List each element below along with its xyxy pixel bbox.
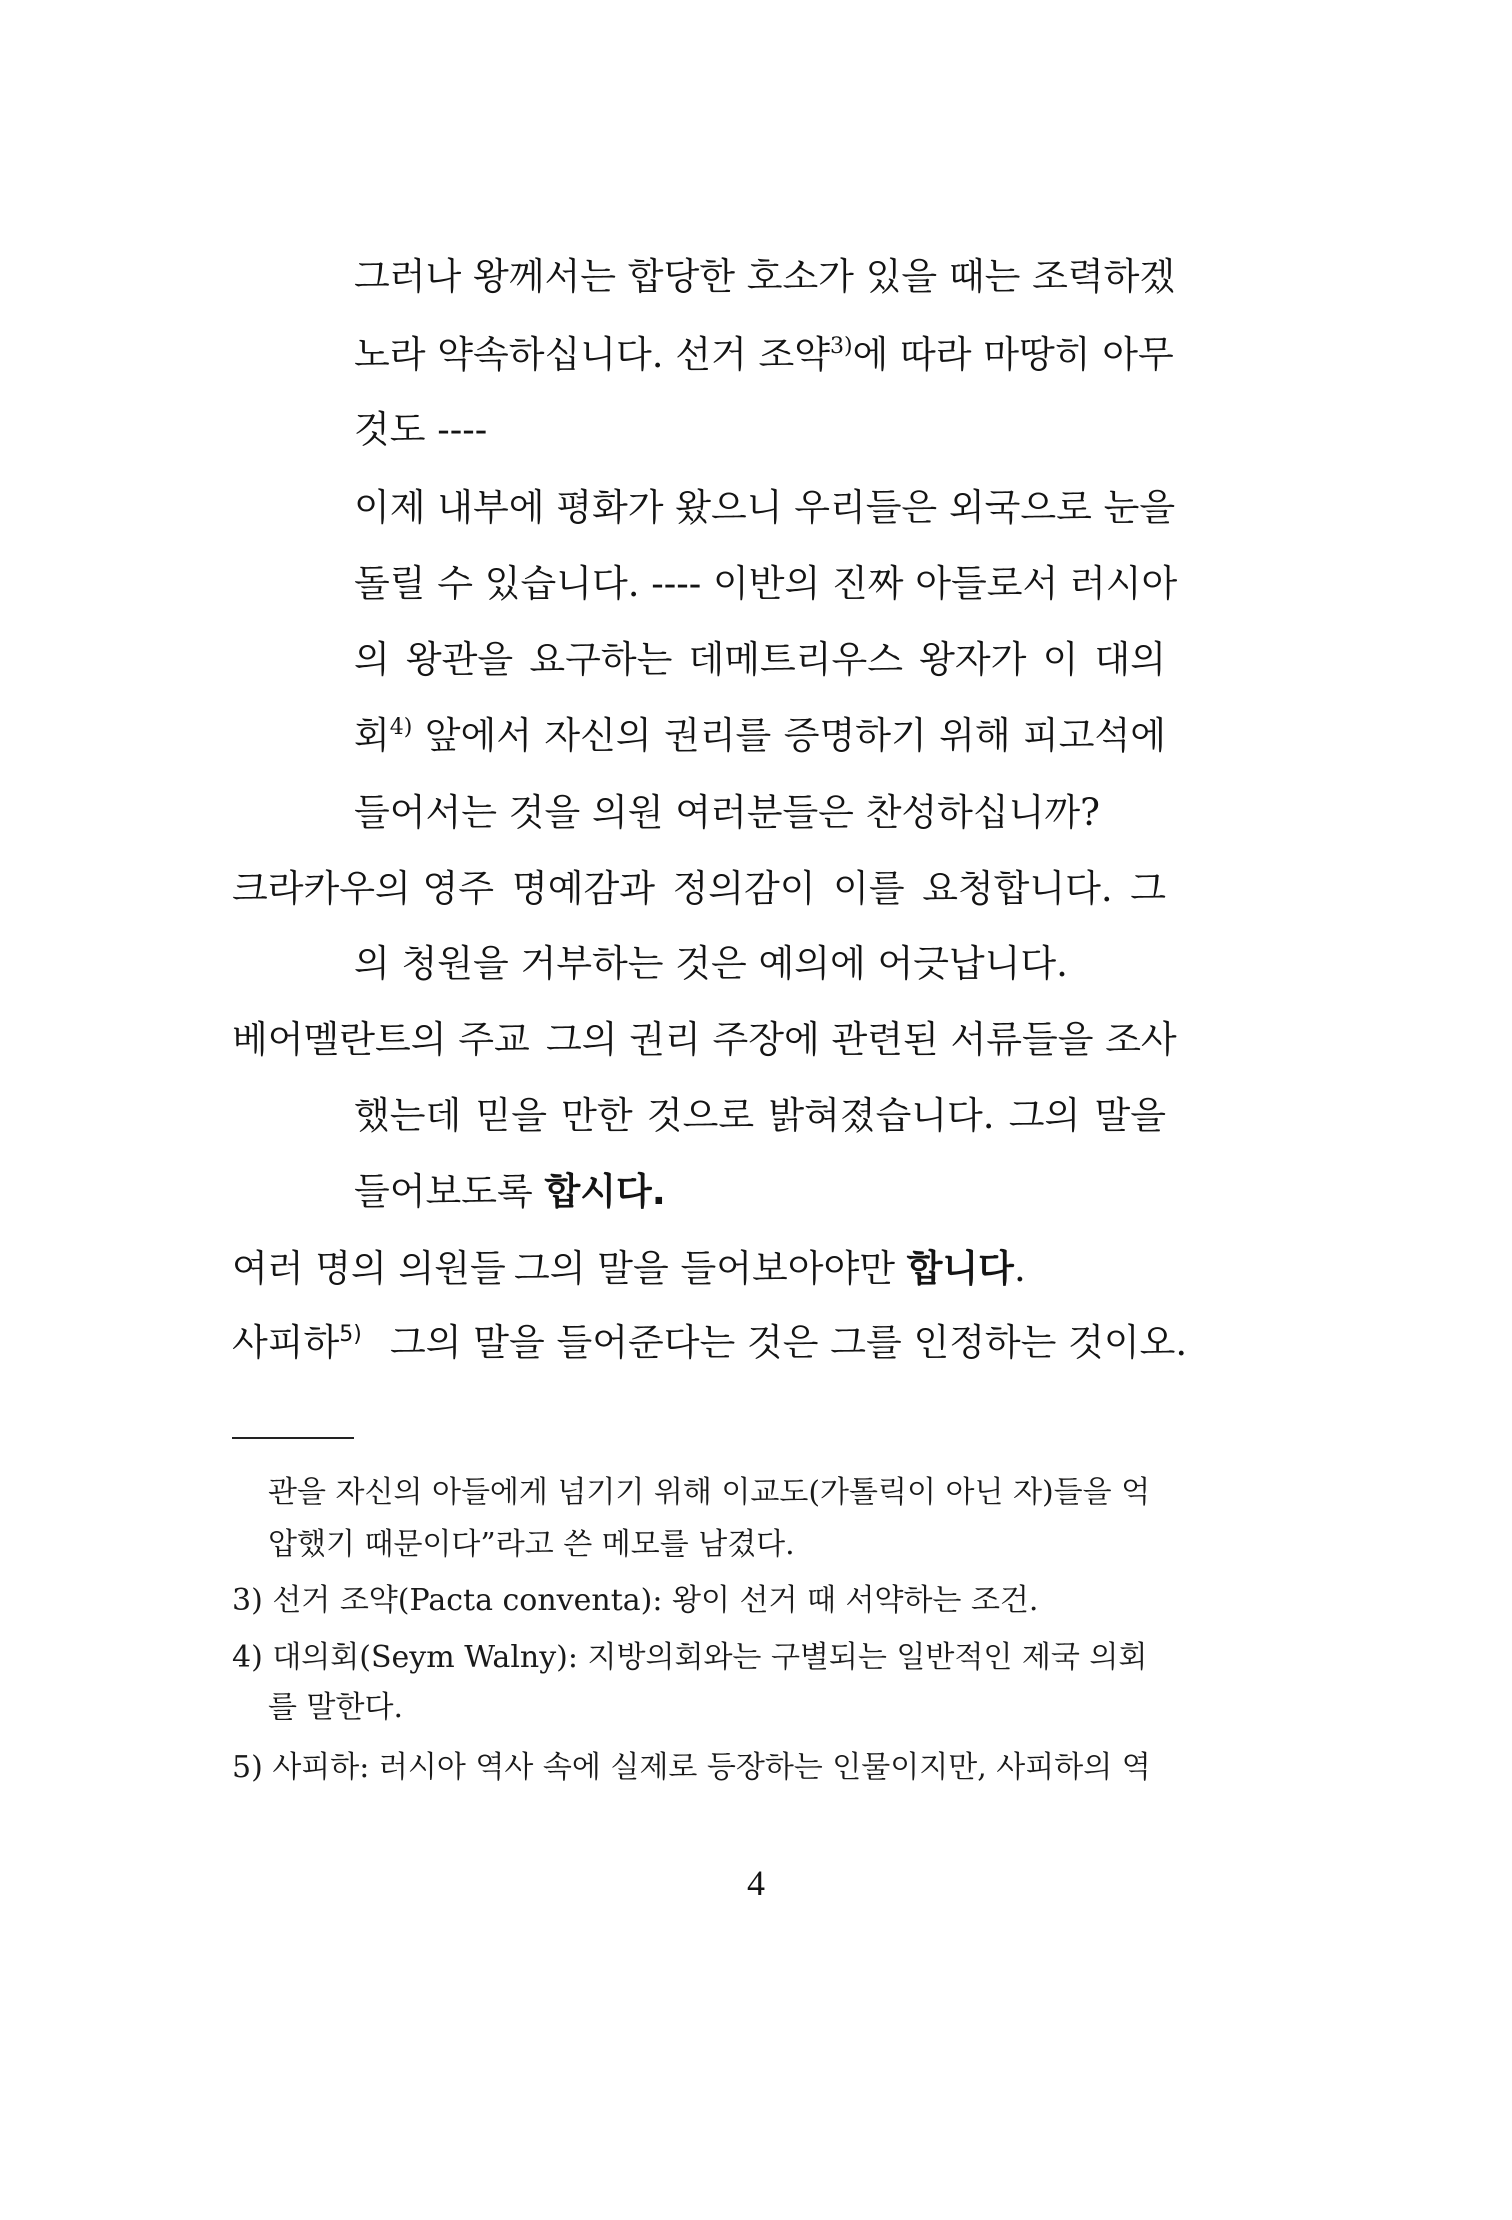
paragraph-2-line-5: 들어서는 것을 의원 여러분들은 찬성하십니까?	[354, 791, 1100, 834]
speech-2-line-3	[354, 1170, 666, 1213]
emphasis-text: 합니다	[906, 1247, 1014, 1290]
footnote-continuation-line-2: 압했기 때문이다”라고 쓴 메모를 남겼다.	[268, 1527, 795, 1562]
text-segment: 회	[354, 714, 390, 757]
paragraph-1-line-2	[354, 333, 1174, 376]
speech-1-line-1: 명예감과 정의감이 이를 요청합니다. 그	[512, 867, 1166, 910]
footnote-divider	[232, 1437, 354, 1439]
speaker-label: 사피하	[232, 1321, 340, 1364]
paragraph-1-line-1: 그러나 왕께서는 합당한 호소가 있을 때는 조력하겠	[354, 255, 1176, 298]
speech-4-line-1: 그의 말을 들어준다는 것은 그를 인정하는 것이오.	[390, 1321, 1188, 1364]
footnote-5: 5) 사피하: 러시아 역사 속에 실제로 등장하는 인물이지만, 사피하의 역	[232, 1750, 1151, 1785]
footnote-ref-4: 4)	[389, 715, 413, 740]
speaker-name-krakow-lord: 크라카우의 영주	[232, 867, 494, 910]
footnote-continuation-line-1: 관을 자신의 아들에게 넘기기 위해 이교도(가톨릭이 아닌 자)들을 억	[268, 1475, 1151, 1510]
footnote-4-line-1: 4) 대의회(Seym Walny): 지방의회와는 구별되는 일반적인 제국 의회	[232, 1640, 1148, 1675]
page-number: 4	[747, 1863, 765, 1903]
speaker-name-sapieha	[232, 1321, 362, 1364]
text-segment: .	[1013, 1247, 1026, 1290]
text-segment: 앞에서 자신의 권리를 증명하기 위해 피고석에	[412, 714, 1166, 757]
speaker-name-bishop: 베어멜란트의 주교	[232, 1018, 530, 1061]
emphasis-text: 합시다.	[544, 1170, 666, 1213]
paragraph-2-line-2: 돌릴 수 있습니다. ---- 이반의 진짜 아들로서 러시아	[354, 562, 1178, 605]
speech-2-line-2: 했는데 믿을 만한 것으로 밝혀졌습니다. 그의 말을	[354, 1094, 1166, 1137]
footnote-ref-5: 5)	[339, 1322, 362, 1347]
paragraph-2-line-4	[354, 714, 1166, 757]
paragraph-2-line-1: 이제 내부에 평화가 왔으니 우리들은 외국으로 눈을	[354, 486, 1176, 529]
speaker-name-members: 여러 명의 의원들	[232, 1247, 506, 1290]
speech-3-line-1	[514, 1247, 1026, 1290]
speech-2-line-1: 그의 권리 주장에 관련된 서류들을 조사	[546, 1018, 1177, 1061]
footnote-4-line-2: 를 말한다.	[268, 1690, 403, 1725]
paragraph-1-line-3: 것도 ----	[354, 408, 488, 451]
paragraph-2-line-3: 의 왕관을 요구하는 데메트리우스 왕자가 이 대의	[354, 638, 1166, 681]
footnote-ref-3: 3)	[829, 334, 853, 359]
text-segment: 노라 약속하십니다. 선거 조약	[354, 333, 830, 376]
text-segment: 에 따라 마땅히 아무	[852, 333, 1174, 376]
footnote-3: 3) 선거 조약(Pacta conventa): 왕이 선거 때 서약하는 조건.	[232, 1583, 1039, 1618]
text-segment: 그의 말을 들어보아야만	[514, 1247, 907, 1290]
speech-1-line-2: 의 청원을 거부하는 것은 예의에 어긋납니다.	[354, 942, 1068, 985]
text-segment: 들어보도록	[354, 1170, 545, 1213]
